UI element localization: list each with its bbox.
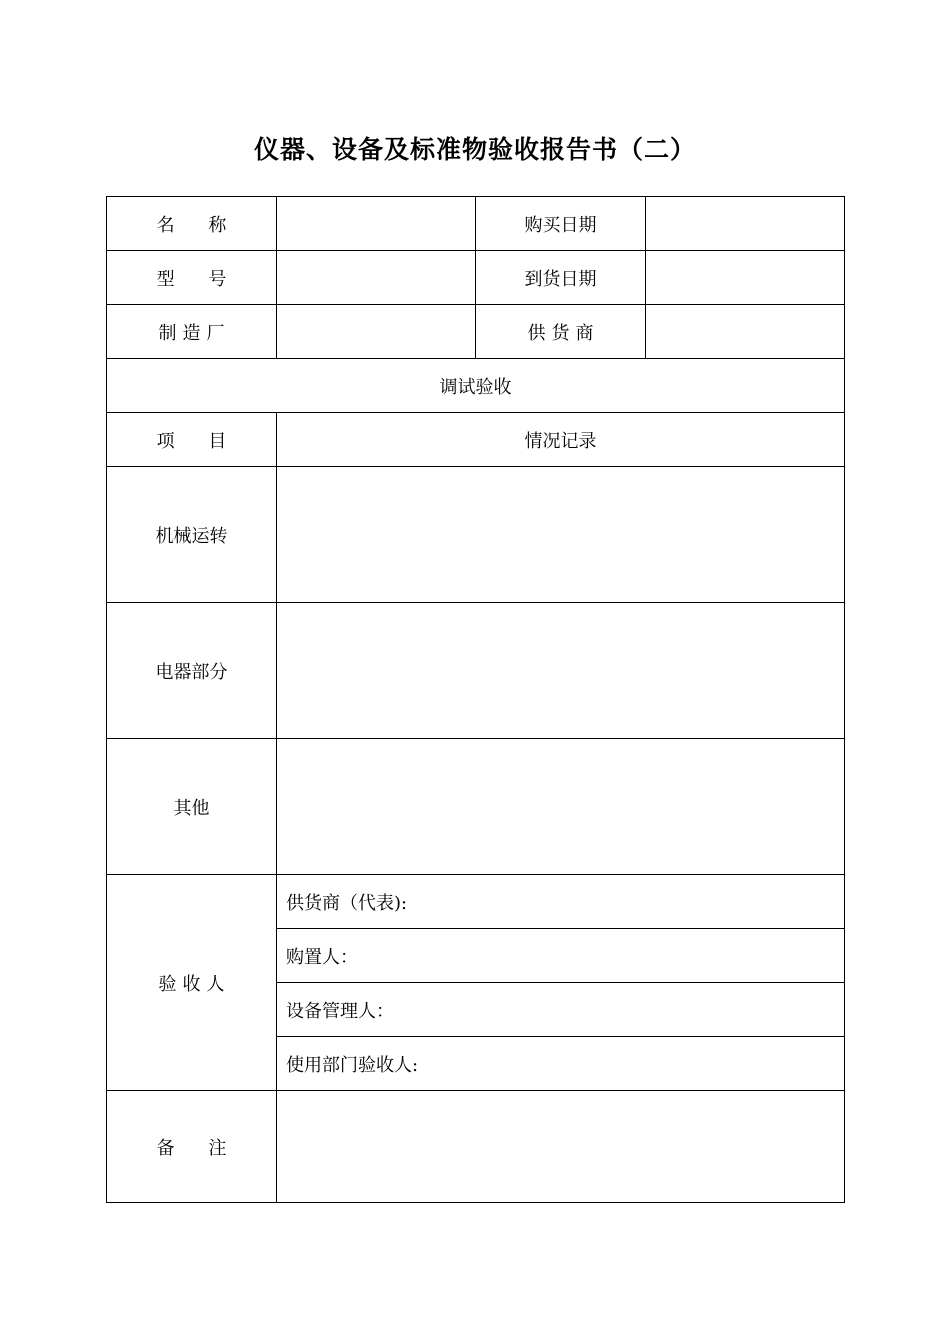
supplier-representative-field[interactable]: 供货商（代表): — [277, 875, 845, 929]
remarks-label: 备 注 — [156, 1137, 241, 1159]
debug-heading-row — [107, 359, 845, 413]
name-label-cell — [107, 197, 277, 251]
name-field[interactable] — [277, 197, 476, 251]
debug-item-row — [107, 467, 845, 603]
record-header: 情况记录 — [277, 413, 845, 467]
name-row — [107, 197, 845, 251]
remarks-row — [107, 1091, 845, 1203]
manufacturer-label: 制造厂 — [158, 322, 231, 344]
supplier-label: 供货商 — [527, 322, 600, 344]
name-label: 名 称 — [156, 214, 241, 236]
model-label: 型 号 — [156, 268, 241, 290]
supplier-label-cell — [476, 305, 646, 359]
remarks-label-cell — [107, 1091, 277, 1203]
debug-item-row — [107, 603, 845, 739]
page-title: 仪器、设备及标准物验收报告书（二） — [253, 135, 696, 164]
equipment-manager-field[interactable]: 设备管理人： — [277, 983, 845, 1037]
electrical-part-label: 电器部分 — [107, 603, 277, 739]
remarks-field[interactable] — [277, 1091, 845, 1203]
arrival-date-field[interactable] — [646, 251, 845, 305]
supplier-field[interactable] — [646, 305, 845, 359]
item-header: 项 目 — [156, 430, 241, 452]
electrical-part-record[interactable] — [277, 603, 845, 739]
mechanical-operation-label: 机械运转 — [107, 467, 277, 603]
acceptors-label: 验收人 — [158, 973, 231, 995]
arrival-date-label: 到货日期 — [476, 251, 646, 305]
manufacturer-label-cell — [107, 305, 277, 359]
acceptor-row — [107, 875, 845, 929]
item-header-cell — [107, 413, 277, 467]
model-row — [107, 251, 845, 305]
manufacturer-row — [107, 305, 845, 359]
debug-header-row — [107, 413, 845, 467]
acceptance-report-table — [106, 196, 845, 1203]
debug-item-row — [107, 739, 845, 875]
purchaser-field[interactable]: 购置人： — [277, 929, 845, 983]
acceptors-label-cell — [107, 875, 277, 1091]
purchase-date-label: 购买日期 — [476, 197, 646, 251]
manufacturer-field[interactable] — [277, 305, 476, 359]
other-label: 其他 — [107, 739, 277, 875]
debug-section-heading: 调试验收 — [107, 359, 845, 413]
model-field[interactable] — [277, 251, 476, 305]
department-acceptor-field[interactable]: 使用部门验收人: — [277, 1037, 845, 1091]
other-record[interactable] — [277, 739, 845, 875]
purchase-date-field[interactable] — [646, 197, 845, 251]
model-label-cell — [107, 251, 277, 305]
mechanical-operation-record[interactable] — [277, 467, 845, 603]
